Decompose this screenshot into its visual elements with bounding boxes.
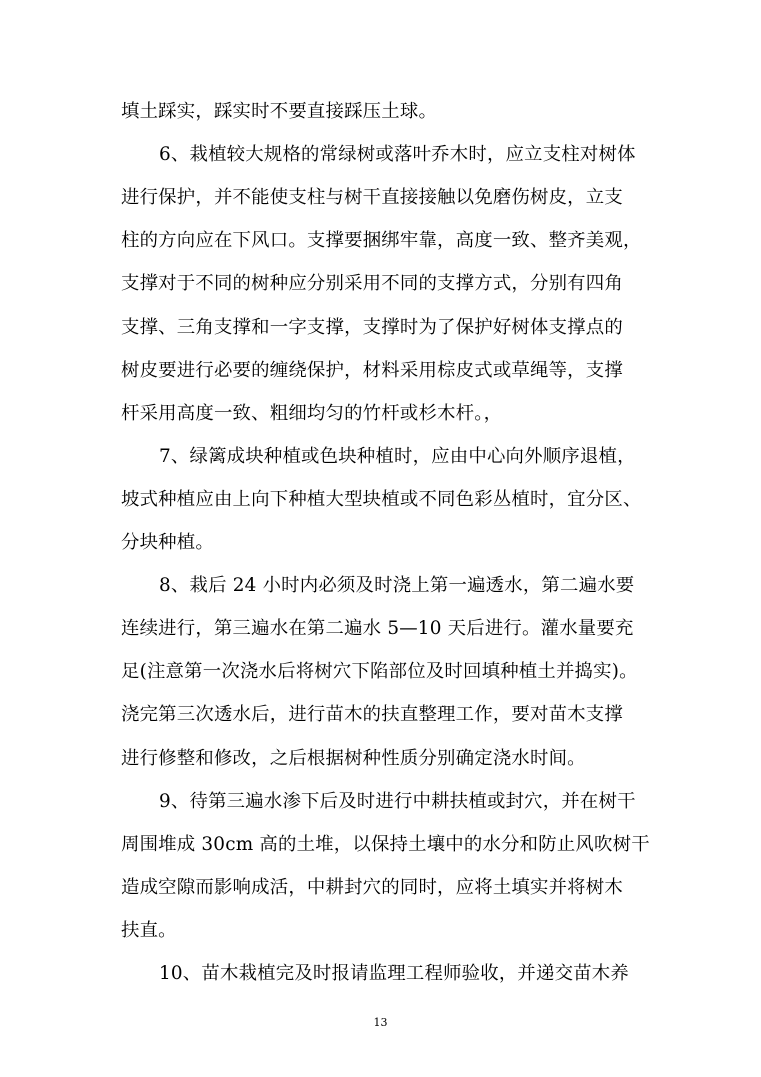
text-line: 进行保护，并不能使支柱与树干直接接触以免磨伤树皮，立支 — [121, 187, 623, 209]
text-line: 支撑对于不同的树种应分别采用不同的支撑方式，分别有四角 — [121, 273, 623, 295]
text-line: 足(注意第一次浇水后将树穴下陷部位及时回填种植土并捣实)。 — [121, 661, 638, 683]
text-line: 周围堆成 30cm 高的土堆，以保持土壤中的水分和防止风吹树干 — [121, 833, 650, 855]
text-line: 连续进行，第三遍水在第二遍水 5—10 天后进行。灌水量要充 — [121, 618, 634, 640]
text-line: 分块种植。 — [121, 532, 214, 553]
text-line: 9、待第三遍水渗下后及时进行中耕扶植或封穴，并在树干 — [159, 790, 636, 812]
text-line: 支撑、三角支撑和一字支撑，支撑时为了保护好树体支撑点的 — [121, 316, 623, 338]
text-line: 坡式种植应由上向下种植大型块植或不同色彩丛植时，宜分区、 — [121, 488, 642, 510]
text-line: 扶直。 — [121, 919, 177, 941]
text-line: 浇完第三次透水后，进行苗木的扶直整理工作，要对苗木支撑 — [121, 704, 623, 726]
text-line: 8、栽后 24 小时内必须及时浇上第一遍透水，第二遍水要 — [159, 575, 635, 597]
text-line: 填土踩实，踩实时不要直接踩压土球。 — [121, 101, 438, 122]
text-line: 柱的方向应在下风口。支撑要捆绑牢靠，高度一致、整齐美观， — [121, 230, 642, 252]
text-line: 6、栽植较大规格的常绿树或落叶乔木时，应立支柱对树体 — [159, 144, 636, 166]
text-line: 进行修整和修改，之后根据树种性质分别确定浇水时间。 — [121, 747, 586, 769]
text-line: 杆采用高度一致、粗细均匀的竹杆或杉木杆。， — [121, 402, 503, 424]
page-number: 13 — [373, 1016, 388, 1029]
text-line: 造成空隙而影响成活，中耕封穴的同时，应将土填实并将树木 — [121, 876, 623, 898]
text-line: 7、绿篱成块种植或色块种植时，应由中心向外顺序退植， — [159, 445, 636, 467]
text-line: 10、苗木栽植完及时报请监理工程师验收，并递交苗木养 — [159, 963, 629, 984]
text-line: 树皮要进行必要的缠绕保护，材料采用棕皮式或草绳等，支撑 — [121, 359, 623, 381]
